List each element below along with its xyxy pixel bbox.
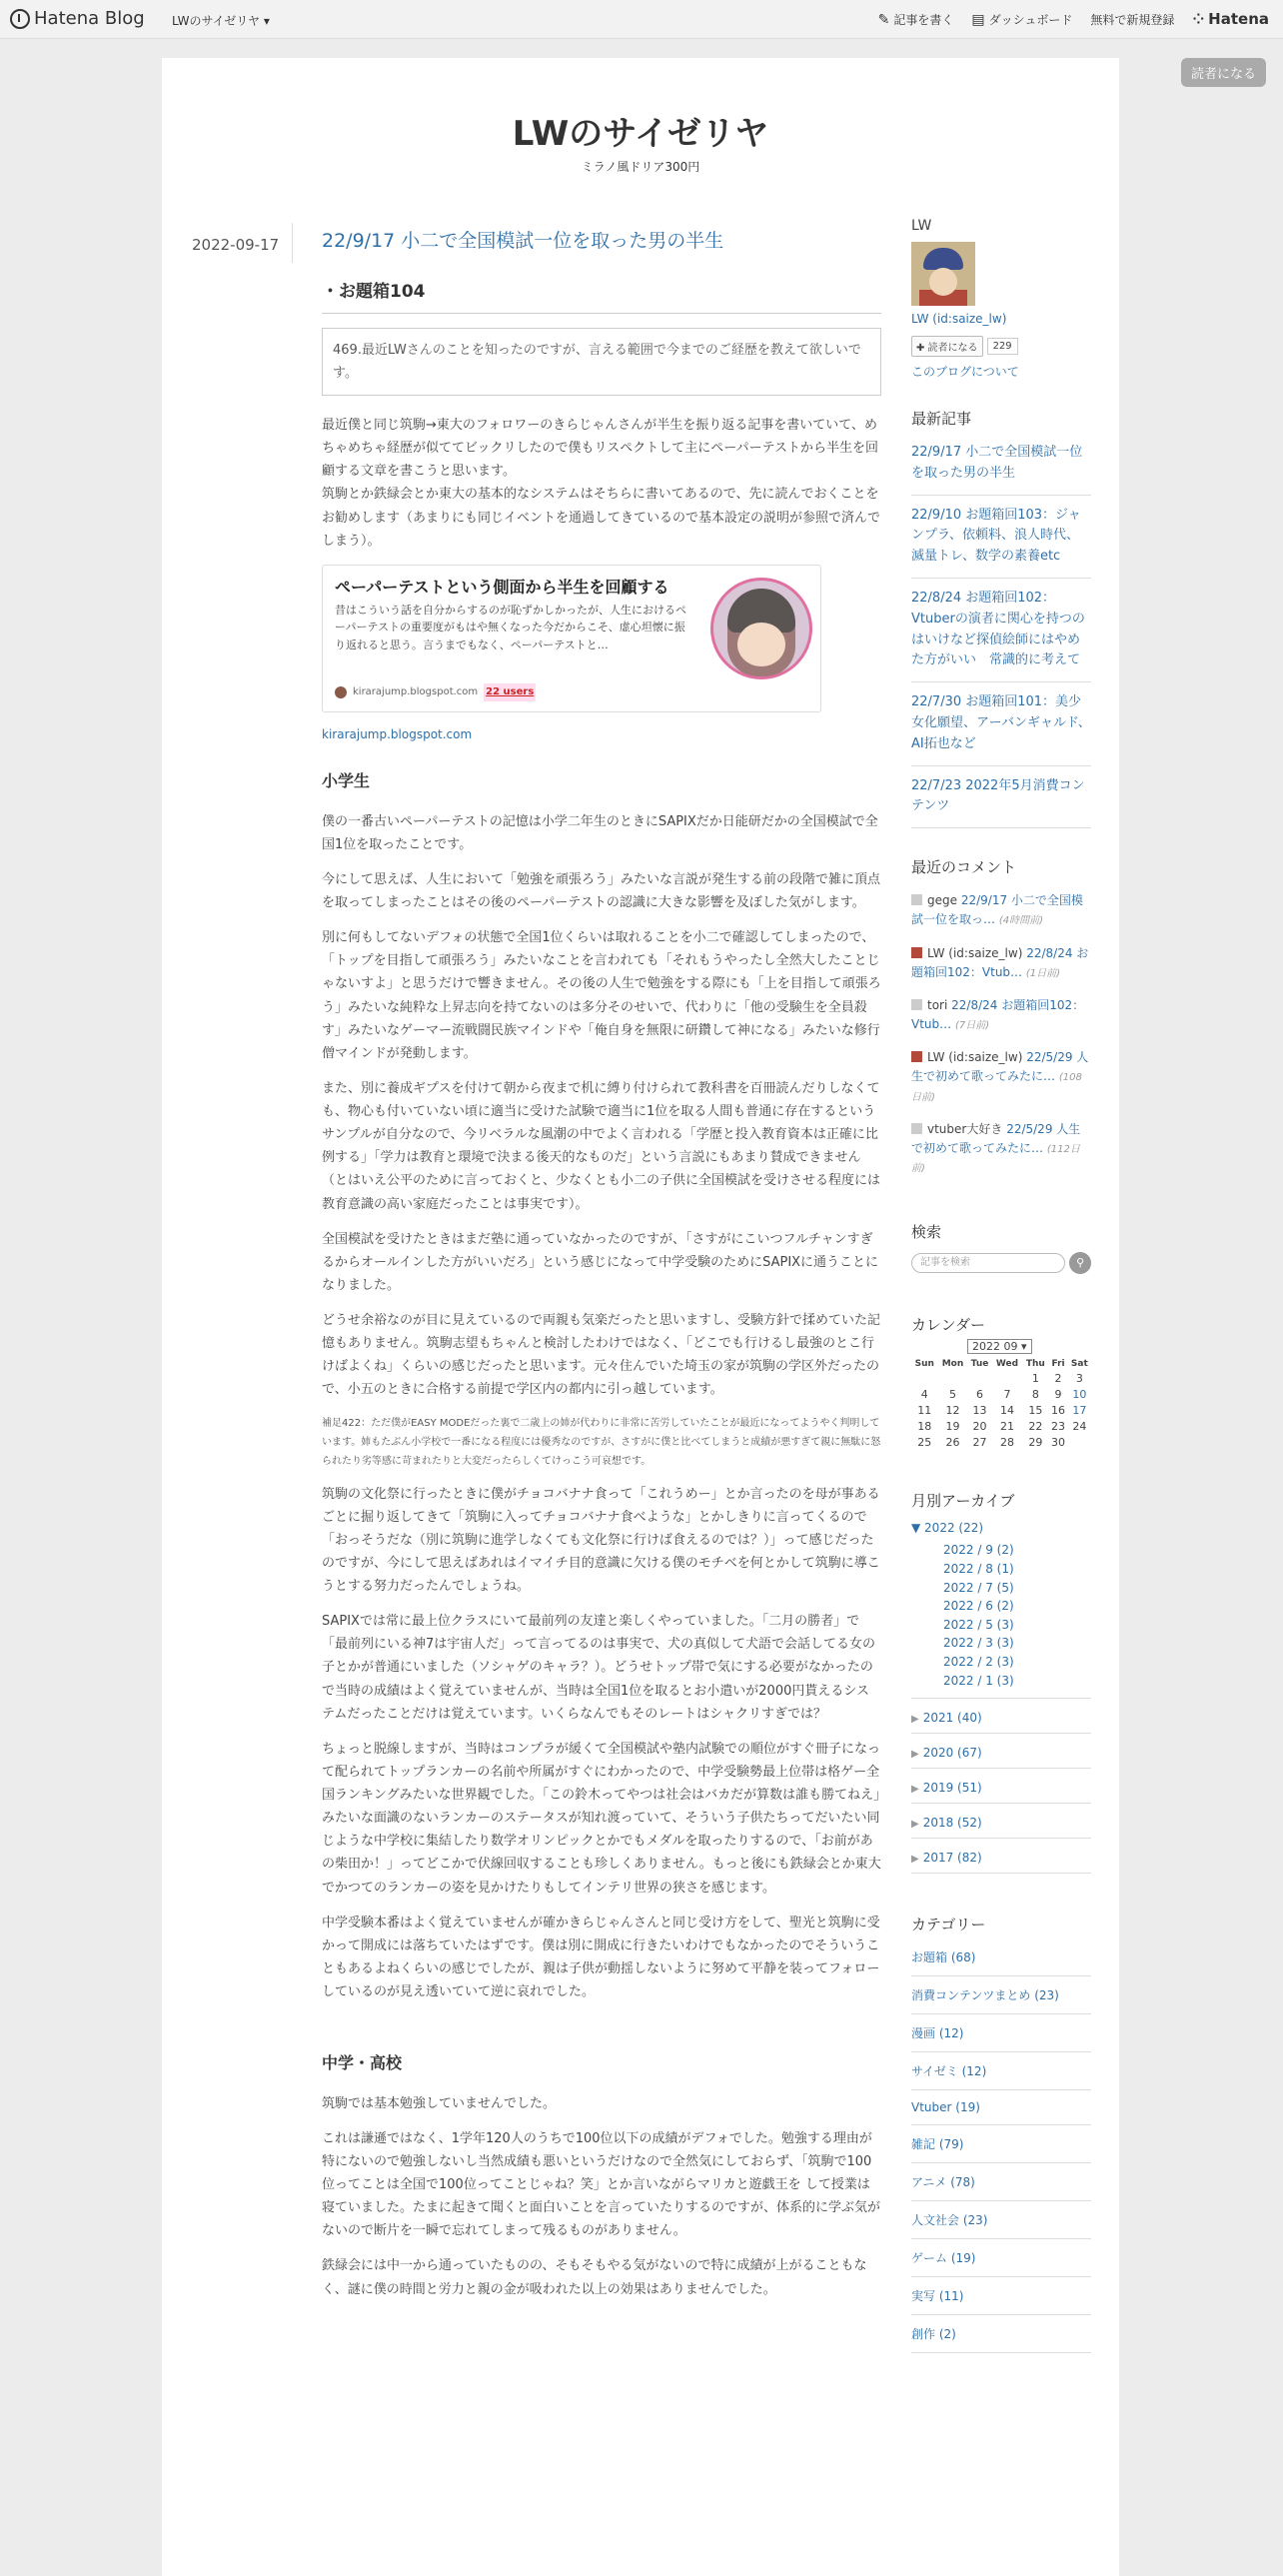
calendar-day: 25 xyxy=(917,1435,932,1449)
entry-title[interactable]: 22/9/17 小二で全国模試一位を取った男の半生 xyxy=(322,230,724,252)
comment-entry-link[interactable]: 22/5/29 人生で初めて歌ってみたに… xyxy=(911,1121,1081,1156)
hatena-blog-logo[interactable]: Hatena Blog xyxy=(10,8,145,29)
expand-triangle-icon[interactable]: ▶ xyxy=(911,1784,919,1796)
sidebar xyxy=(911,218,1091,2363)
search-heading: 検索 xyxy=(911,1223,942,1242)
hatena-logo-icon xyxy=(10,9,30,29)
category-link[interactable]: 漫画 (12) xyxy=(911,2024,1091,2052)
dashboard-icon: ▤ xyxy=(971,11,985,28)
category-heading: カテゴリー xyxy=(911,1916,986,1934)
search-icon: ⚲ xyxy=(1076,1256,1085,1270)
odai-heading: ・お題箱104 xyxy=(322,277,881,314)
paragraph: これは謙遜ではなく、1学年120人のうちで100位以下の成績がデフォでした。勉強する理由が特にないので勉強しないし当然成績も悪いというだけなので全然気にしておらず、「筑駒で100位ってことは全国で100位ってことじゃね？笑」とか言いながらマリカと遊戯王を して授業は寝ていました。たまに起きて聞くと面白いことを言っていたりするのですが、体系的に学ぶ気がないので断片を一瞬で忘れてしまって残るものがありません。 xyxy=(322,2130,881,2239)
comment-entry-link[interactable]: 22/9/17 小二で全国模試一位を取っ… xyxy=(911,893,1083,927)
category-link[interactable]: ゲーム (19) xyxy=(911,2249,1091,2277)
dashboard-link[interactable]: ▤ ダッシュボード xyxy=(971,11,1073,28)
archive-year-link[interactable]: 2019 (51) xyxy=(922,1781,982,1796)
top-bar xyxy=(0,0,1283,39)
expand-triangle-icon[interactable]: ▶ xyxy=(911,1854,919,1866)
calendar-day: 24 xyxy=(1072,1419,1087,1433)
embed-card-title[interactable]: ペーパーテストという側面から半生を回顧する xyxy=(335,577,669,597)
comment-item: vtuber大好き 22/5/29 人生で初めて歌ってみたに… (112日前) xyxy=(911,1121,1081,1175)
recent-entry-link[interactable]: 22/7/23 2022年5月消費コンテンツ xyxy=(911,776,1091,829)
calendar-day: 1 xyxy=(1031,1371,1039,1385)
calendar-day: 4 xyxy=(920,1387,928,1401)
avatar[interactable] xyxy=(911,242,975,306)
calendar-day: 18 xyxy=(917,1419,932,1433)
calendar-day: 30 xyxy=(1051,1435,1066,1449)
search-input[interactable]: 記事を検索 xyxy=(911,1253,1065,1273)
profile-id-link[interactable]: LW (id:saize_lw) xyxy=(911,312,1007,326)
calendar-day: 3 xyxy=(1075,1371,1083,1385)
paragraph: 全国模試を受けたときはまだ塾に通っていなかったのですが、「さすがにこいつフルチャンすぎるからオールインした方がいいだろ」という感じになって中学受験のためにSAPIXに通うことになりました。 xyxy=(322,1231,879,1293)
archive-list xyxy=(911,1521,1091,1874)
category-link[interactable]: 消費コンテンツまとめ (23) xyxy=(911,1986,1091,2014)
paragraph: 最近僕と同じ筑駒→東大のフォロワーのきらじゃんさんが半生を振り返る記事を書いていて、めちゃめちゃ経歴が似ててビックリしたので僕もリスペクトして主にペーパーテストから半生を回顧する文章を書こうと思います。 xyxy=(322,418,879,480)
blog-page xyxy=(162,58,1119,2576)
archive-month-link[interactable]: 2022 / 8 (1) xyxy=(943,1562,1014,1576)
calendar-day: 5 xyxy=(948,1387,956,1401)
section-heading: 小学生 xyxy=(322,771,371,791)
hatena-menu[interactable]: ⁘ Hatena xyxy=(1192,10,1269,28)
recent-entries-heading: 最新記事 xyxy=(911,410,972,428)
archive-month-link[interactable]: 2022 / 3 (3) xyxy=(943,1636,1014,1651)
about-blog-link[interactable]: このブログについて xyxy=(911,365,1019,379)
calendar-day: 29 xyxy=(1028,1435,1043,1449)
calendar-day: 9 xyxy=(1054,1387,1062,1401)
paragraph: 中学受験本番はよく覚えていませんが確かきらじゃんさんと同じ受け方をして、聖光と筑駒に受かって開成には落ちていたはずです。僕は別に開成に行きたいわけでもなかったのでそういうこともあるよねくらいの感じでしたが、親は子供が動揺しないように努めて平静を装ってフォローしているのが見え透いていて逆に哀れでした。 xyxy=(322,1915,880,2000)
archive-month-link[interactable]: 2022 / 1 (3) xyxy=(943,1673,1014,1688)
calendar-day: 8 xyxy=(1031,1387,1039,1401)
site-favicon-icon xyxy=(335,686,347,698)
calendar-day: 2 xyxy=(1054,1371,1062,1385)
embed-card-site: kirarajump.blogspot.com xyxy=(353,685,479,697)
calendar-day: 16 xyxy=(1051,1403,1066,1417)
recent-entry-link[interactable]: 22/8/24 お題箱回102：Vtuberの演者に関心を持つのはいけなど探偵絵師にはやめた方がいい 常識的に考えて xyxy=(911,589,1091,682)
section-heading: 中学・高校 xyxy=(322,2053,403,2073)
signup-link[interactable]: 無料で新規登録 xyxy=(1090,12,1175,27)
recent-entry-link[interactable]: 22/9/10 お題箱回103：ジャンプラ、依頼料、浪人時代、滅量トレ、数学の素養etc xyxy=(911,506,1091,579)
blog-subtitle: ミラノ風ドリア300円 xyxy=(581,160,700,174)
paragraph: また、別に養成ギプスを付けて朝から夜まで机に縛り付けられて教科書を百冊読んだりしなくても、物心も付いていない頃に適当に受けた試験で適当に1位を取る人間も普通に存在するというサンプルが自分なので、今リベラルな風潮の中でよく言われる「学歴と投入教育資本は正確に比例する」「学力は教育と環境で決まる後天的なものだ」という言説にもあまり賛成できません（とはいえ公平のために言っておくと、少なくとも小二の子供に全国模試を受けさせる程度には教育意識の高い家庭だったことは事実です）。 xyxy=(322,1080,881,1212)
comment-item: tori 22/8/24 お題箱回102：Vtub… (7日前) xyxy=(911,997,1085,1032)
category-link[interactable]: 雑記 (79) xyxy=(911,2135,1091,2163)
calendar-month-select[interactable]: 2022 09 ▾ xyxy=(967,1339,1032,1354)
category-link[interactable]: 実写 (11) xyxy=(911,2287,1091,2315)
comment-entry-link[interactable]: 22/5/29 人生で初めて歌ってみたに… xyxy=(911,1050,1089,1084)
paragraph: 筑駒の文化祭に行ったときに僕がチョコバナナ食って「これうめー」とか言ったのを母が事あるごとに掘り返してきて「筑駒に入ってチョコバナナ食べような」とかしきりに言ってくるので「おっそうだな（別に筑駒に進学しなくても文化祭に行けば食えるのでは？）」って感じだったのですが、今にして思えばあれはイマイチ目的意識に欠ける僕のモチベを何とかして筑駒に導こうとする努力だったんでしょうね。 xyxy=(322,1486,880,1595)
paragraph: 別に何もしてないデフォの状態で全国1位くらいは取れることを小二で確認してしまったので、「トップを目指して頑張ろう」みたいなことを言われても「それもうやったし全然大したことじゃないすよ」と思うだけで響きません。その後の人生で勉強をする際にも「上を目指して頑張ろう」みたいな純粋な上昇志向を持てないのは多分そのせいで、代わりに「他の受験生を全員殺す」みたいなゲーマー流戦闘民族マインドや「俺自身を無限に研鑽して神になる」みたいな修行僧マインドが発動します。 xyxy=(322,930,881,1061)
calendar-table: Sun Mon Tue Wed Thu Fri Sat 1 2 3 4 5 6 7 8 9 10 11 12 13 14 15 16 17 18 19 20 21 22 23 24 25 26 27 28 29 30 xyxy=(911,1358,1091,1450)
calendar-day: 26 xyxy=(945,1435,960,1449)
search-form xyxy=(911,1252,1091,1274)
archive-year-open[interactable]: ▼ 2022 (22) xyxy=(911,1521,984,1536)
sidebar-reader-button[interactable]: ✚ 読者になる xyxy=(911,336,983,357)
date-divider xyxy=(292,223,293,263)
paragraph: ちょっと脱線しますが、当時はコンプラが緩くて全国模試や塾内試験での順位がすぐ冊子になって配られてトップランカーの名前や所属がすぐにわかったので、中学受験勢最上位帯は格ゲー全国ランキングみたいな世界観でした。「この鈴木ってやつは社会はバカだが算数は誰も勝てねえ」みたいな面識のないランカーのステータスが知れ渡っていて、そういう子供たちってだいたい同じような中学校に集結したり数学オリンピックとかでもメダルを取ったりするので、「お前があの柴田か！」ってどこかで伏線回収することも珍しくありません。もっと後にも鉄緑会とか東大でかつてのランカーの姿を見かけたりもしてインテリ世界の狭さを感じます。 xyxy=(322,1741,881,1896)
embed-card[interactable] xyxy=(322,565,821,712)
hatena-dots-icon: ⁘ xyxy=(1192,12,1205,28)
recent-comments-list xyxy=(911,891,1091,1177)
calendar-day: 6 xyxy=(976,1387,984,1401)
profile-name: LW xyxy=(911,218,932,234)
calendar-day-link[interactable]: 17 xyxy=(1072,1403,1087,1417)
archive-year-link[interactable]: 2018 (52) xyxy=(922,1816,982,1831)
footnote: 補足422：ただ僕がEASY MODEだった裏で二歳上の姉が代わりに非常に苦労していたことが最近になってようやく判明しています。姉もたぶん小学校で一番になる程度には優秀なのですが、さすがに僕と比べてしまうと成績が悪すぎて親に無駄に怒られたり劣等感に苛まれたりと大変だったらしくてけっこう可哀想です。 xyxy=(322,1417,881,1467)
archive-month-link[interactable]: 2022 / 5 (3) xyxy=(943,1617,1014,1632)
archive-year-link[interactable]: 2020 (67) xyxy=(922,1746,982,1761)
archive-month-link[interactable]: 2022 / 9 (2) xyxy=(943,1543,1014,1558)
recent-comments-heading: 最近のコメント xyxy=(911,858,1017,877)
paragraph: 鉄緑会には中一から通っていたものの、そもそもやる気がないので特に成績が上がることもなく、謎に僕の時間と労力と親の金が吸われた以上の効果はありませんでした。 xyxy=(322,2258,867,2297)
calendar-day: 14 xyxy=(999,1403,1014,1417)
archive-heading: 月別アーカイブ xyxy=(911,1492,1015,1511)
category-link[interactable]: Vtuber (19) xyxy=(911,2100,1091,2125)
comment-item: gege 22/9/17 小二で全国模試一位を取っ… (4時間前) xyxy=(911,893,1083,927)
entry-date[interactable]: 2022-09-17 xyxy=(192,236,280,254)
archive-month-link[interactable]: 2022 / 6 (2) xyxy=(943,1599,1014,1614)
blog-title[interactable]: LWのサイゼリヤ xyxy=(512,114,769,154)
calendar-day: 27 xyxy=(972,1435,987,1449)
category-list xyxy=(911,1948,1091,2353)
comment-entry-link[interactable]: 22/8/24 お題箱回102：Vtub… xyxy=(911,945,1089,979)
comment-entry-link[interactable]: 22/8/24 お題箱回102：Vtub… xyxy=(911,997,1085,1032)
category-link[interactable]: 創作 (2) xyxy=(911,2325,1091,2353)
recent-entry-link[interactable]: 22/9/17 小二で全国模試一位を取った男の半生 xyxy=(911,443,1091,496)
recent-entry-link[interactable]: 22/7/30 お題箱回101：美少女化願望、アーバンギャルド、AI拓也など xyxy=(911,692,1091,765)
calendar-day: 28 xyxy=(999,1435,1014,1449)
user-icon xyxy=(911,999,922,1010)
expand-triangle-icon[interactable]: ▶ xyxy=(911,1749,919,1761)
calendar-day: 23 xyxy=(1051,1419,1066,1433)
category-link[interactable]: 人文社会 (23) xyxy=(911,2211,1091,2239)
reader-count: 229 xyxy=(987,338,1018,355)
bookmark-users-badge[interactable]: 22 users xyxy=(484,683,536,701)
comment-item: LW (id:saize_lw) 22/8/24 お題箱回102：Vtub… (1日前) xyxy=(911,945,1089,979)
calendar-day: 21 xyxy=(999,1419,1014,1433)
calendar-day: 12 xyxy=(945,1403,960,1417)
calendar-day: 11 xyxy=(917,1403,932,1417)
embed-card-footer xyxy=(335,683,536,701)
category-link[interactable]: お題箱 (68) xyxy=(911,1948,1091,1976)
user-icon xyxy=(911,947,922,958)
calendar-heading: カレンダー xyxy=(911,1316,986,1335)
expand-triangle-icon[interactable]: ▶ xyxy=(911,1819,919,1831)
calendar-day: 13 xyxy=(972,1403,987,1417)
paragraph: どうせ余裕なのが目に見えているので両親も気楽だったと思いますし、受験方針で揉めていた記憶もありません。筑駒志望もちゃんと検討したわけではなく、「どこでも行けるし最強のとこ行けばよくね」くらいの感じだったと思います。元々住んでいた埼玉の家が筑駒の学区外だったので、小五のときに合格する前提で学区内の都内に引っ越しています。 xyxy=(322,1313,881,1398)
pen-icon: ✎ xyxy=(877,11,890,28)
paragraph: 今にして思えば、人生において「勉強を頑張ろう」みたいな言説が発生する前の段階で雑に頂点を取ってしまったことはその後のペーパーテストの認識に大きな影響を及ぼした気がします。 xyxy=(322,871,881,911)
archive-month-link[interactable]: 2022 / 7 (5) xyxy=(943,1580,1014,1595)
recent-entries-list xyxy=(911,443,1091,828)
paragraph: 筑駒とか鉄緑会とか東大の基本的なシステムはそちらに書いてあるので、先に読んでおくことをお勧めします（あまりにも同じイベントを通過してきているので基本設定の説明が参照で済んでしまう）。 xyxy=(322,487,881,549)
calendar-day: 7 xyxy=(1003,1387,1011,1401)
embed-card-thumbnail xyxy=(710,578,812,679)
archive-year-link[interactable]: 2021 (40) xyxy=(922,1711,982,1726)
calendar-day: 20 xyxy=(972,1419,987,1433)
calendar-day: 22 xyxy=(1028,1419,1043,1433)
calendar-day-link[interactable]: 10 xyxy=(1072,1387,1087,1401)
user-icon xyxy=(911,1051,922,1062)
question-quote: 469.最近LWさんのことを知ったのですが、言える範囲で今までのご経歴を教えて欲しいです。 xyxy=(322,328,881,396)
calendar-day: 15 xyxy=(1028,1403,1043,1417)
category-link[interactable]: アニメ (78) xyxy=(911,2173,1091,2201)
entry-article xyxy=(322,228,881,2313)
user-icon xyxy=(911,894,922,905)
expand-triangle-icon[interactable]: ▶ xyxy=(911,1714,919,1726)
archive-year-link[interactable]: 2017 (82) xyxy=(922,1851,982,1866)
paragraph: 筑駒では基本勉強していませんでした。 xyxy=(322,2095,557,2111)
write-entry-link[interactable]: ✎ 記事を書く xyxy=(877,11,954,28)
blog-switch-menu[interactable]: LWのサイゼリヤ ▾ xyxy=(172,14,270,28)
become-reader-button[interactable]: 読者になる xyxy=(1181,58,1266,87)
calendar-day: 19 xyxy=(945,1419,960,1433)
user-icon xyxy=(911,1123,922,1134)
paragraph: 僕の一番古いペーパーテストの記憶は小学二年生のときにSAPIXだか日能研だかの全国模試で全国1位を取ったことです。 xyxy=(322,813,878,852)
paragraph: SAPIXでは常に最上位クラスにいて最前列の友達と楽しくやっていました。「二月の勝者」で「最前列にいる神7は宇宙人だ」って言ってるのは事実で、犬の真似して犬語で会話してる女の子とかが普通にいました（ソシャゲのキャラ？）。どうせトップ帯で気にする必要がなかったので当時の成績はよく覚えていませんが、当時は全国1位を取るとお小遣いが2000円貰えるシステムだったことだけは覚えています。いくらなんでもそのレートはシャクリすぎでは？ xyxy=(322,1614,876,1722)
category-link[interactable]: サイゼミ (12) xyxy=(911,2062,1091,2090)
site-link[interactable]: kirarajump.blogspot.com xyxy=(322,726,473,741)
embed-card-desc: 昔はこういう話を自分からするのが恥ずかしかったが、人生におけるペーパーテストの重要度がもはや無くなった今だからこそ、虚心坦懐に振り返れると思う。言うまでもなく、ペーパーテストと… xyxy=(335,603,686,652)
search-button[interactable] xyxy=(1069,1252,1091,1274)
archive-month-link[interactable]: 2022 / 2 (3) xyxy=(943,1654,1014,1669)
comment-item: LW (id:saize_lw) 22/5/29 人生で初めて歌ってみたに… (108日前) xyxy=(911,1050,1089,1103)
